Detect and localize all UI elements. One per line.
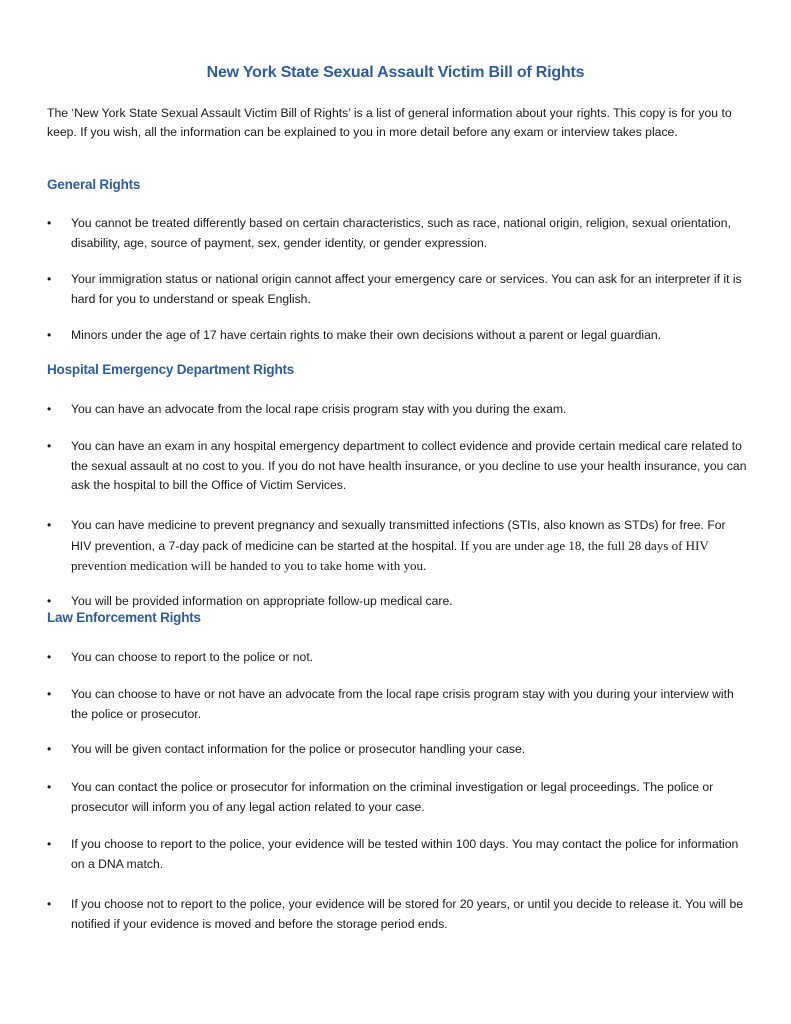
list-item: [47, 270, 747, 309]
list-item-text: You can choose to report to the police or not.: [71, 650, 314, 664]
bullet-icon: •: [47, 272, 52, 286]
list-item: [47, 516, 747, 577]
bullet-icon: •: [47, 216, 52, 230]
bullet-icon: •: [47, 594, 52, 608]
list-item: [47, 835, 747, 874]
list-item: [47, 648, 747, 668]
intro-paragraph: The ‘New York State Sexual Assault Victim Bill of Rights’ is a list of general information about your rights. This copy is for you to keep. If you wish, all the information can be explained to you in more detail before any exam or interview takes place.: [47, 106, 732, 139]
section-heading-hospital-rights: Hospital Emergency Department Rights: [47, 362, 295, 377]
list-item-text: You can have an exam in any hospital emergency department to collect evidence and provide certain medical care related to the sexual assault at no cost to you. If you do not have health insurance, or you decline to use your health insurance, you can ask the hospital to bill the Office of Victim Services.: [71, 439, 747, 492]
list-item-text: You can have an advocate from the local rape crisis program stay with you during the exam.: [71, 402, 567, 416]
section-heading-law-enforcement-rights: Law Enforcement Rights: [47, 610, 201, 625]
list-item-text: If you choose to report to the police, your evidence will be tested within 100 days. You may contact the police for information on a DNA match.: [71, 837, 739, 871]
bullet-icon: •: [47, 687, 52, 701]
section-heading-general-rights: General Rights: [47, 177, 141, 192]
list-item: [47, 685, 747, 724]
list-item: [47, 778, 747, 817]
list-item: [47, 326, 747, 346]
list-item: [47, 437, 747, 496]
list-item: [47, 592, 747, 612]
bullet-icon: •: [47, 518, 52, 532]
bullet-icon: •: [47, 328, 52, 342]
bullet-icon: •: [47, 650, 52, 664]
bullet-icon: •: [47, 837, 52, 851]
list-item-text: You cannot be treated differently based on certain characteristics, such as race, national origin, religion, sexual orientation, disability, age, source of payment, sex, gender identity, or gender expression.: [71, 216, 731, 250]
bullet-icon: •: [47, 402, 52, 416]
list-item-text: Minors under the age of 17 have certain rights to make their own decisions without a parent or legal guardian.: [71, 328, 662, 342]
page-title: New York State Sexual Assault Victim Bill of Rights: [206, 64, 585, 81]
list-item-text-main: You can have medicine to prevent pregnancy and sexually transmitted infections (STIs, also known as STDs) for free. For HIV prevention, a 7-day pack of medicine can be started at the hospital.: [71, 518, 726, 553]
list-item: [47, 214, 747, 253]
list-item-text: You can choose to have or not have an advocate from the local rape crisis program stay with you during your interview with the police or prosecutor.: [71, 687, 734, 721]
bullet-icon: •: [47, 780, 52, 794]
list-item: [47, 400, 747, 420]
list-item-text: You will be given contact information for the police or prosecutor handling your case.: [71, 742, 526, 756]
list-item-text: You can contact the police or prosecutor for information on the criminal investigation or legal proceedings. The police or prosecutor will inform you of any legal action related to your case.: [71, 780, 714, 814]
bullet-icon: •: [47, 439, 52, 453]
bullet-icon: •: [47, 742, 52, 756]
list-item: [47, 895, 747, 934]
list-item-text: If you choose not to report to the police, your evidence will be stored for 20 years, or until you decide to release it. You will be notified if your evidence is moved and before the storage period ends.: [71, 897, 744, 931]
list-item: [47, 740, 747, 760]
list-item-text: You will be provided information on appropriate follow-up medical care.: [71, 594, 453, 608]
list-item-text-serif: If you are under age 18, the full 28 days of HIV prevention medication will be handed to you to take home with you.: [71, 537, 709, 573]
bullet-icon: •: [47, 897, 52, 911]
list-item-text: Your immigration status or national origin cannot affect your emergency care or services. You can ask for an interpreter if it is hard for you to understand or speak English.: [71, 272, 742, 306]
list-item-text: [71, 516, 747, 577]
